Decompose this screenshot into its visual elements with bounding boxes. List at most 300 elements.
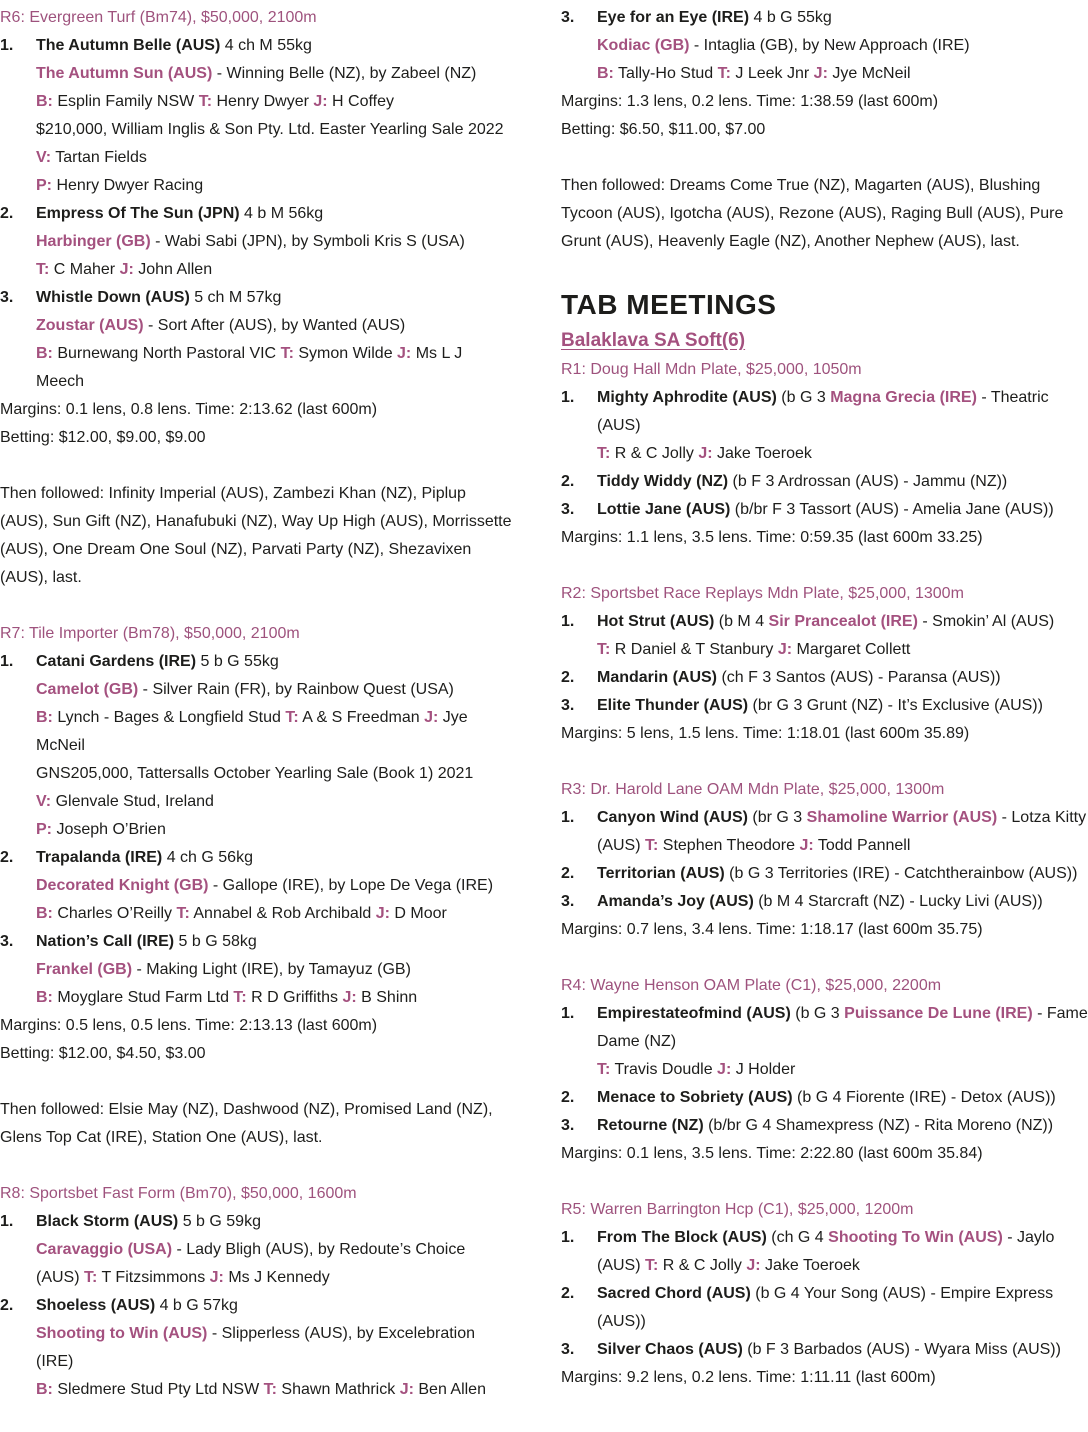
also-ran-paragraph: Then followed: Elsie May (NZ), Dashwood (NZ), Promised Land (NZ), Glens Top Cat (IRE), Station One (AUS), last. <box>0 1101 493 1146</box>
result-line <box>36 900 512 928</box>
result-item <box>561 1280 1088 1336</box>
highlight-pink-text: T: <box>645 1257 659 1274</box>
result-item <box>561 384 1088 468</box>
highlight-pink-text: Shooting to Win (AUS) <box>36 1325 208 1342</box>
result-line <box>36 172 512 200</box>
result-number: 2. <box>561 865 575 882</box>
margins-line: Margins: 9.2 lens, 0.2 lens. Time: 1:11.11 (last 600m) <box>561 1369 936 1386</box>
result-lines <box>36 1208 512 1292</box>
text-run: Ben Allen <box>413 1381 486 1398</box>
text-run: - Fame Dame (NZ) <box>597 1005 1088 1050</box>
highlight-pink-text: V: <box>36 793 52 810</box>
highlight-pink-text: J: <box>209 1269 224 1286</box>
margins-line: Margins: 5 lens, 1.5 lens. Time: 1:18.01 (last 600m 35.89) <box>561 725 970 742</box>
result-lines <box>597 496 1088 524</box>
highlight-pink-text: Puissance De Lune (IRE) <box>844 1005 1033 1022</box>
highlight-pink-text: T: <box>597 1061 611 1078</box>
result-lines <box>597 384 1088 468</box>
highlight-pink-text: Decorated Knight (GB) <box>36 877 209 894</box>
result-item <box>0 928 512 1012</box>
horse-name: Black Storm (AUS) <box>36 1213 179 1230</box>
text-run: (b G 4 Fiorente (IRE) - Detox (AUS)) <box>792 1089 1056 1106</box>
column-right <box>561 4 1088 1404</box>
result-number: 2. <box>561 1285 575 1302</box>
highlight-pink-text: B: <box>36 345 53 362</box>
result-item <box>561 664 1088 692</box>
result-line <box>597 60 1088 88</box>
result-number: 3. <box>561 1341 575 1358</box>
text-run: 5 b G 55kg <box>196 653 279 670</box>
highlight-pink-text: Shooting To Win (AUS) <box>828 1229 1003 1246</box>
highlight-pink-text: J: <box>397 345 412 362</box>
highlight-pink-text: B: <box>36 905 53 922</box>
result-line <box>597 440 1088 468</box>
result-line <box>597 496 1088 524</box>
margins-line: Margins: 1.3 lens, 0.2 lens. Time: 1:38.59 (last 600m) <box>561 93 939 110</box>
horse-name: Canyon Wind (AUS) <box>597 809 748 826</box>
result-number: 2. <box>561 669 575 686</box>
result-lines <box>597 468 1088 496</box>
text-run: Ms J Kennedy <box>223 1269 330 1286</box>
result-number: 1. <box>0 653 14 670</box>
text-run: Henry Dwyer <box>212 93 314 110</box>
highlight-pink-text: J: <box>375 905 390 922</box>
highlight-pink-text: J: <box>424 709 439 726</box>
result-lines <box>597 4 1088 88</box>
result-item <box>0 648 512 844</box>
margins-line: Margins: 1.1 lens, 3.5 lens. Time: 0:59.35 (last 600m 33.25) <box>561 529 983 546</box>
result-line <box>36 340 512 396</box>
column-left <box>0 4 512 1404</box>
result-number: 1. <box>0 1213 14 1230</box>
result-lines <box>36 200 512 284</box>
highlight-pink-text: B: <box>597 65 614 82</box>
result-item <box>561 1336 1088 1364</box>
result-lines <box>597 1280 1088 1336</box>
text-run: 5 b G 58kg <box>174 933 257 950</box>
highlight-pink-text: P: <box>36 177 52 194</box>
result-lines <box>597 664 1088 692</box>
highlight-pink-text: J: <box>698 445 713 462</box>
text-run: Jake Toeroek <box>712 445 812 462</box>
race-header: R4: Wayne Henson OAM Plate (C1), $25,000, 2200m <box>561 977 942 994</box>
result-number: 1. <box>561 389 575 406</box>
result-lines <box>597 1112 1088 1140</box>
text-run: (b F 3 Barbados (AUS) - Wyara Miss (AUS)) <box>742 1341 1061 1358</box>
result-number: 3. <box>561 9 575 26</box>
betting-line: Betting: $12.00, $9.00, $9.00 <box>0 429 206 446</box>
text-run: A & S Freedman <box>298 709 425 726</box>
text-run: John Allen <box>133 261 213 278</box>
result-item <box>561 468 1088 496</box>
result-item <box>0 284 512 396</box>
result-line <box>36 760 512 788</box>
highlight-pink-text: B: <box>36 709 53 726</box>
horse-name: Sacred Chord (AUS) <box>597 1285 751 1302</box>
text-run: 4 ch G 56kg <box>162 849 253 866</box>
result-lines <box>597 608 1088 664</box>
highlight-pink-text: Shamoline Warrior (AUS) <box>806 809 998 826</box>
text-run: Tartan Fields <box>51 149 147 166</box>
margins-line: Margins: 0.1 lens, 3.5 lens. Time: 2:22.80 (last 600m 35.84) <box>561 1145 983 1162</box>
highlight-pink-text: T: <box>645 837 659 854</box>
text-run: Margaret Collett <box>792 641 911 658</box>
result-line <box>36 788 512 816</box>
text-run: (b F 3 Ardrossan (AUS) - Jammu (NZ)) <box>728 473 1008 490</box>
result-line <box>36 228 512 256</box>
text-run: Stephen Theodore <box>658 837 800 854</box>
text-run: 5 b G 59kg <box>178 1213 261 1230</box>
highlight-pink-text: J: <box>717 1061 732 1078</box>
highlight-pink-text: Camelot (GB) <box>36 681 139 698</box>
result-line <box>36 1320 512 1376</box>
result-line <box>597 1336 1088 1364</box>
text-run: (br G 3 <box>747 809 807 826</box>
result-item <box>561 608 1088 664</box>
result-line <box>597 804 1088 860</box>
meeting-venue-link[interactable]: Balaklava SA Soft(6) <box>561 330 746 351</box>
result-line <box>597 1084 1088 1112</box>
highlight-pink-text: Kodiac (GB) <box>597 37 690 54</box>
horse-name: The Autumn Belle (AUS) <box>36 37 221 54</box>
horse-name: Hot Strut (AUS) <box>597 613 715 630</box>
horse-name: Retourne (NZ) <box>597 1117 704 1134</box>
horse-name: Nation’s Call (IRE) <box>36 933 175 950</box>
result-number: 2. <box>0 1297 14 1314</box>
highlight-pink-text: J: <box>813 65 828 82</box>
result-lines <box>36 648 512 844</box>
text-run: R & C Jolly <box>610 445 699 462</box>
highlight-pink-text: V: <box>36 149 52 166</box>
result-number: 3. <box>0 289 14 306</box>
result-lines <box>36 928 512 1012</box>
text-run: (b/br G 4 Shamexpress (NZ) - Rita Moreno (NZ)) <box>703 1117 1054 1134</box>
horse-name: Trapalanda (IRE) <box>36 849 163 866</box>
result-item <box>0 1292 512 1404</box>
text-run: Ms L J Meech <box>36 345 463 390</box>
text-run: 5 ch M 57kg <box>189 289 282 306</box>
highlight-pink-text: Caravaggio (USA) <box>36 1241 173 1258</box>
text-run: (br G 3 Grunt (NZ) - It’s Exclusive (AUS)) <box>748 697 1043 714</box>
text-run: D Moor <box>389 905 447 922</box>
text-run: GNS205,000, Tattersalls October Yearling Sale (Book 1) 2021 <box>36 765 474 782</box>
margins-line: Margins: 0.1 lens, 0.8 lens. Time: 2:13.62 (last 600m) <box>0 401 378 418</box>
result-line <box>36 1376 512 1404</box>
result-lines <box>36 844 512 928</box>
horse-name: Whistle Down (AUS) <box>36 289 190 306</box>
text-run: - Gallope (IRE), by Lope De Vega (IRE) <box>208 877 494 894</box>
result-line <box>36 1236 512 1292</box>
result-item <box>561 4 1088 88</box>
highlight-pink-text: T: <box>597 445 611 462</box>
highlight-pink-text: T: <box>280 345 294 362</box>
text-run: 4 ch M 55kg <box>220 37 312 54</box>
result-line <box>36 60 512 88</box>
highlight-pink-text: J: <box>342 989 357 1006</box>
text-run: Jye McNeil <box>36 709 468 754</box>
race-header: R2: Sportsbet Race Replays Mdn Plate, $25,000, 1300m <box>561 585 964 602</box>
result-number: 1. <box>561 613 575 630</box>
result-line <box>36 200 512 228</box>
result-lines <box>597 1336 1088 1364</box>
result-lines <box>36 284 512 396</box>
highlight-pink-text: Zoustar (AUS) <box>36 317 144 334</box>
result-item <box>561 888 1088 916</box>
highlight-pink-text: T: <box>233 989 247 1006</box>
result-line <box>597 1224 1088 1280</box>
result-line <box>597 468 1088 496</box>
result-line <box>36 704 512 760</box>
result-lines <box>597 888 1088 916</box>
result-lines <box>36 1292 512 1404</box>
text-run: (b G 3 Territories (IRE) - Catchtherainbow (AUS)) <box>724 865 1078 882</box>
horse-name: Elite Thunder (AUS) <box>597 697 749 714</box>
result-line <box>36 116 512 144</box>
result-item <box>0 1208 512 1292</box>
text-run: 4 b G 57kg <box>155 1297 238 1314</box>
text-run: - Lady Bligh (AUS), by Redoute’s Choice (AUS) <box>36 1241 466 1286</box>
result-number: 2. <box>561 1089 575 1106</box>
result-line <box>597 636 1088 664</box>
result-lines <box>36 32 512 200</box>
text-run: Glenvale Stud, Ireland <box>51 793 214 810</box>
highlight-pink-text: T: <box>717 65 731 82</box>
text-run: 4 b G 55kg <box>749 9 832 26</box>
result-item <box>561 496 1088 524</box>
horse-name: Menace to Sobriety (AUS) <box>597 1089 793 1106</box>
text-run: Burnewang North Pastoral VIC <box>52 345 281 362</box>
text-run: (b/br F 3 Tassort (AUS) - Amelia Jane (AUS)) <box>730 501 1054 518</box>
text-run: Shawn Mathrick <box>276 1381 400 1398</box>
horse-name: Mighty Aphrodite (AUS) <box>597 389 777 406</box>
result-item <box>561 1000 1088 1084</box>
text-run: Travis Doudle <box>610 1061 718 1078</box>
text-run: R & C Jolly <box>658 1257 747 1274</box>
result-line <box>597 1112 1088 1140</box>
text-run: Jake Toeroek <box>760 1257 860 1274</box>
text-run: Symon Wilde <box>293 345 398 362</box>
text-run: (b G 3 <box>790 1005 845 1022</box>
result-line <box>36 312 512 340</box>
horse-name: Silver Chaos (AUS) <box>597 1341 743 1358</box>
highlight-pink-text: P: <box>36 821 52 838</box>
result-number: 1. <box>561 1005 575 1022</box>
result-line <box>36 956 512 984</box>
highlight-pink-text: T: <box>36 261 50 278</box>
race-header: R5: Warren Barrington Hcp (C1), $25,000, 1200m <box>561 1201 914 1218</box>
result-lines <box>597 1224 1088 1280</box>
text-run: - Jaylo (AUS) <box>597 1229 1055 1274</box>
result-line <box>597 1056 1088 1084</box>
result-item <box>0 844 512 928</box>
horse-name: Catani Gardens (IRE) <box>36 653 197 670</box>
result-number: 2. <box>0 849 14 866</box>
highlight-pink-text: T: <box>263 1381 277 1398</box>
result-item <box>0 200 512 284</box>
text-run: Todd Pannell <box>813 837 911 854</box>
result-number: 1. <box>561 1229 575 1246</box>
text-run: (b G 3 <box>776 389 831 406</box>
horse-name: Shoeless (AUS) <box>36 1297 156 1314</box>
race-header: R8: Sportsbet Fast Form (Bm70), $50,000, 1600m <box>0 1185 357 1202</box>
result-lines <box>597 804 1088 860</box>
result-line <box>36 1208 512 1236</box>
horse-name: Tiddy Widdy (NZ) <box>597 473 729 490</box>
result-line <box>36 872 512 900</box>
text-run: (b G 4 Your Song (AUS) - Empire Express (AUS)) <box>597 1285 1054 1330</box>
result-number: 3. <box>561 1117 575 1134</box>
result-line <box>36 844 512 872</box>
text-run: H Coffey <box>327 93 395 110</box>
result-item <box>561 1224 1088 1280</box>
highlight-pink-text: T: <box>198 93 213 110</box>
text-run: Sledmere Stud Pty Ltd NSW <box>52 1381 264 1398</box>
horse-name: Amanda’s Joy (AUS) <box>597 893 754 910</box>
section-title: TAB MEETINGS <box>561 289 777 320</box>
text-run: B Shinn <box>356 989 418 1006</box>
result-number: 2. <box>0 205 14 222</box>
text-run: (b M 4 <box>714 613 769 630</box>
text-run: - Wabi Sabi (JPN), by Symboli Kris S (USA) <box>150 233 465 250</box>
result-line <box>597 692 1088 720</box>
horse-name: Mandarin (AUS) <box>597 669 717 686</box>
result-line <box>36 256 512 284</box>
text-run: (b M 4 Starcraft (NZ) - Lucky Livi (AUS)) <box>753 893 1043 910</box>
highlight-pink-text: T: <box>84 1269 98 1286</box>
text-run: (ch G 4 <box>766 1229 829 1246</box>
horse-name: Eye for an Eye (IRE) <box>597 9 750 26</box>
result-line <box>597 4 1088 32</box>
text-run: - Sort After (AUS), by Wanted (AUS) <box>143 317 406 334</box>
highlight-pink-text: J: <box>399 1381 414 1398</box>
text-run: R Daniel & T Stanbury <box>610 641 778 658</box>
text-run: Moyglare Stud Farm Ltd <box>52 989 234 1006</box>
text-run: Henry Dwyer Racing <box>52 177 204 194</box>
text-run: - Lotza Kitty (AUS) <box>597 809 1087 854</box>
highlight-pink-text: J: <box>746 1257 761 1274</box>
highlight-pink-text: T: <box>597 641 611 658</box>
race-header: R3: Dr. Harold Lane OAM Mdn Plate, $25,000, 1300m <box>561 781 945 798</box>
result-line <box>36 88 512 116</box>
text-run: J Leek Jnr <box>730 65 814 82</box>
highlight-pink-text: T: <box>176 905 190 922</box>
result-number: 3. <box>561 697 575 714</box>
result-line <box>36 1292 512 1320</box>
race-header: R7: Tile Importer (Bm78), $50,000, 2100m <box>0 625 300 642</box>
highlight-pink-text: The Autumn Sun (AUS) <box>36 65 213 82</box>
text-run: - Theatric (AUS) <box>597 389 1049 434</box>
text-run: Tally-Ho Stud <box>613 65 718 82</box>
highlight-pink-text: J: <box>777 641 793 658</box>
text-run: - Silver Rain (FR), by Rainbow Quest (USA) <box>138 681 454 698</box>
result-line <box>597 860 1088 888</box>
result-line <box>36 32 512 60</box>
highlight-pink-text: B: <box>36 989 53 1006</box>
result-number: 1. <box>561 809 575 826</box>
horse-name: Empress Of The Sun (JPN) <box>36 205 240 222</box>
text-run: Joseph O’Brien <box>52 821 166 838</box>
text-run: Annabel & Rob Archibald <box>189 905 376 922</box>
text-run: - Making Light (IRE), by Tamayuz (GB) <box>132 961 411 978</box>
result-line <box>36 928 512 956</box>
horse-name: Empirestateofmind (AUS) <box>597 1005 791 1022</box>
result-item <box>561 804 1088 860</box>
result-line <box>597 664 1088 692</box>
race-header: R1: Doug Hall Mdn Plate, $25,000, 1050m <box>561 361 862 378</box>
result-line <box>36 144 512 172</box>
text-run: R D Griffiths <box>246 989 343 1006</box>
result-number: 3. <box>0 933 14 950</box>
horse-name: From The Block (AUS) <box>597 1229 767 1246</box>
result-line <box>597 384 1088 440</box>
highlight-pink-text: Frankel (GB) <box>36 961 133 978</box>
highlight-pink-text: B: <box>36 93 53 110</box>
highlight-pink-text: J: <box>799 837 814 854</box>
horse-name: Lottie Jane (AUS) <box>597 501 731 518</box>
race-header: R6: Evergreen Turf (Bm74), $50,000, 2100m <box>0 9 317 26</box>
result-line <box>597 888 1088 916</box>
result-line <box>36 676 512 704</box>
text-run: (ch F 3 Santos (AUS) - Paransa (AUS)) <box>717 669 1001 686</box>
result-lines <box>597 1084 1088 1112</box>
result-number: 1. <box>0 37 14 54</box>
result-number: 3. <box>561 893 575 910</box>
text-run: Lynch - Bages & Longfield Stud <box>52 709 286 726</box>
result-item <box>561 1084 1088 1112</box>
result-line <box>597 32 1088 60</box>
result-lines <box>597 692 1088 720</box>
text-run: - Winning Belle (NZ), by Zabeel (NZ) <box>212 65 477 82</box>
result-item <box>561 1112 1088 1140</box>
betting-line: Betting: $6.50, $11.00, $7.00 <box>561 121 766 138</box>
text-run: C Maher <box>49 261 120 278</box>
text-run: 4 b M 56kg <box>239 205 324 222</box>
margins-line: Margins: 0.7 lens, 3.4 lens. Time: 1:18.17 (last 600m 35.75) <box>561 921 983 938</box>
also-ran-paragraph: Then followed: Dreams Come True (NZ), Magarten (AUS), Blushing Tycoon (AUS), Igotcha (AUS), Rezone (AUS), Raging Bull (AUS), Pure Grunt (AUS), Heavenly Eagle (NZ), Another Nephew (AUS), last. <box>561 177 1064 250</box>
text-run: - Slipperless (AUS), by Excelebration (IRE) <box>36 1325 476 1370</box>
text-run: - Smokin’ Al (AUS) <box>917 613 1055 630</box>
result-item <box>0 32 512 200</box>
highlight-pink-text: J: <box>119 261 134 278</box>
highlight-pink-text: Harbinger (GB) <box>36 233 151 250</box>
result-lines <box>597 860 1088 888</box>
text-run: J Holder <box>731 1061 796 1078</box>
highlight-pink-text: J: <box>313 93 328 110</box>
text-run: Charles O’Reilly <box>52 905 177 922</box>
text-run: $210,000, William Inglis & Son Pty. Ltd. Easter Yearling Sale 2022 <box>36 121 504 138</box>
highlight-pink-text: Magna Grecia (IRE) <box>830 389 977 406</box>
highlight-pink-text: T: <box>285 709 299 726</box>
horse-name: Territorian (AUS) <box>597 865 725 882</box>
betting-line: Betting: $12.00, $4.50, $3.00 <box>0 1045 206 1062</box>
highlight-pink-text: B: <box>36 1381 53 1398</box>
result-number: 3. <box>561 501 575 518</box>
text-run: T Fitzsimmons <box>97 1269 210 1286</box>
highlight-pink-text: Sir Prancealot (IRE) <box>768 613 918 630</box>
result-line <box>597 1280 1088 1336</box>
result-lines <box>597 1000 1088 1084</box>
result-line <box>36 284 512 312</box>
also-ran-paragraph: Then followed: Infinity Imperial (AUS), Zambezi Khan (NZ), Piplup (AUS), Sun Gift (NZ), Hanafubuki (NZ), Way Up High (AUS), Morrissette (AUS), One Dream One Soul (NZ), Parvati Party (NZ), Shezavixen (AUS), last. <box>0 485 512 586</box>
result-line <box>36 984 512 1012</box>
result-line <box>36 648 512 676</box>
result-line <box>597 608 1088 636</box>
margins-line: Margins: 0.5 lens, 0.5 lens. Time: 2:13.13 (last 600m) <box>0 1017 378 1034</box>
text-run: Jye McNeil <box>827 65 911 82</box>
result-line <box>36 816 512 844</box>
result-number: 2. <box>561 473 575 490</box>
result-line <box>597 1000 1088 1056</box>
